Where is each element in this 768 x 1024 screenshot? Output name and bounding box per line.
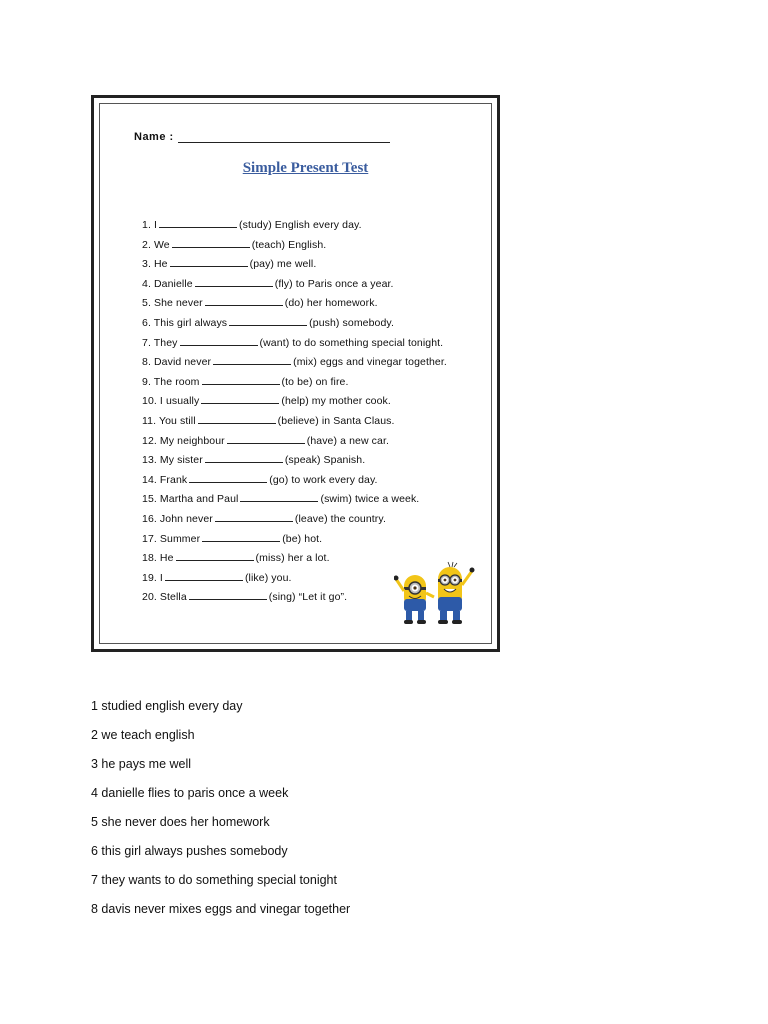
- question-stem: 17. Summer: [142, 532, 201, 545]
- question-stem: 11. You still: [142, 414, 196, 427]
- question-tail: (be) hot.: [282, 532, 323, 545]
- question-stem: 8. David never: [142, 356, 212, 369]
- question-tail: (sing) “Let it go”.: [268, 591, 348, 604]
- answer-blank: [189, 590, 267, 600]
- question-tail: (have) a new car.: [306, 434, 389, 447]
- answer-line: 6 this girl always pushes somebody: [91, 844, 288, 858]
- question-tail: (go) to work every day.: [269, 473, 378, 486]
- question-list: [142, 216, 447, 608]
- question-stem: 19. I: [142, 571, 163, 584]
- question-stem: 2. We: [142, 238, 170, 251]
- question-item: [142, 432, 447, 452]
- answer-list: [91, 695, 350, 927]
- question-stem: 16. John never: [142, 512, 213, 525]
- question-tail: (swim) twice a week.: [320, 493, 420, 506]
- question-item: [142, 236, 447, 256]
- question-item: [142, 530, 447, 550]
- answer-blank: [227, 434, 305, 444]
- answer-blank: [165, 571, 243, 581]
- question-stem: 5. She never: [142, 297, 203, 310]
- question-tail: (speak) Spanish.: [284, 454, 366, 467]
- question-tail: (fly) to Paris once a year.: [274, 277, 394, 290]
- minion-left-icon: [394, 575, 434, 624]
- answer-line: 2 we teach english: [91, 728, 195, 742]
- question-tail: (want) to do something special tonight.: [259, 336, 444, 349]
- answer-blank: [240, 492, 318, 502]
- question-tail: (teach) English.: [251, 238, 327, 251]
- question-item: [142, 471, 447, 491]
- question-item: [142, 373, 447, 393]
- answer-blank: [159, 218, 237, 228]
- name-blank-line: [178, 132, 390, 143]
- question-item: [142, 510, 447, 530]
- answer-line: 4 danielle flies to paris once a week: [91, 786, 289, 800]
- question-stem: 20. Stella: [142, 591, 187, 604]
- question-stem: 3. He: [142, 258, 168, 271]
- question-tail: (pay) me well.: [249, 258, 317, 271]
- answer-blank: [202, 375, 280, 385]
- question-tail: (mix) eggs and vinegar together.: [293, 356, 447, 369]
- answer-blank: [195, 277, 273, 287]
- answer-blank: [202, 532, 280, 542]
- question-tail: (push) somebody.: [309, 316, 395, 329]
- answer-blank: [180, 336, 258, 346]
- question-stem: 7. They: [142, 336, 178, 349]
- worksheet-title: Simple Present Test: [242, 160, 369, 176]
- answer-blank: [229, 316, 307, 326]
- question-tail: (like) you.: [244, 571, 292, 584]
- question-stem: 15. Martha and Paul: [142, 493, 239, 506]
- name-label: Name :: [134, 131, 174, 143]
- answer-line: 7 they wants to do something special tonight: [91, 873, 337, 887]
- question-stem: 13. My sister: [142, 454, 203, 467]
- question-item: [142, 255, 447, 275]
- answer-line: 3 he pays me well: [91, 757, 192, 771]
- question-item: [142, 334, 447, 354]
- question-tail: (help) my mother cook.: [281, 395, 391, 408]
- answer-blank: [198, 414, 276, 424]
- question-item: [142, 314, 447, 334]
- question-tail: (believe) in Santa Claus.: [277, 414, 395, 427]
- answer-blank: [170, 257, 248, 267]
- question-stem: 18. He: [142, 552, 174, 565]
- answer-blank: [215, 512, 293, 522]
- question-item: [142, 412, 447, 432]
- question-item: [142, 275, 447, 295]
- question-stem: 4. Danielle: [142, 277, 193, 290]
- question-item: [142, 216, 447, 236]
- question-item: [142, 451, 447, 471]
- question-tail: (do) her homework.: [284, 297, 378, 310]
- question-stem: 14. Frank: [142, 473, 188, 486]
- question-tail: (study) English every day.: [239, 219, 362, 231]
- question-stem: 9. The room: [142, 375, 200, 388]
- question-stem: 12. My neighbour: [142, 434, 225, 447]
- question-tail: (leave) the country.: [294, 512, 386, 525]
- question-item: [142, 294, 447, 314]
- question-item: [142, 392, 447, 412]
- question-tail: (miss) her a lot.: [255, 552, 330, 565]
- question-stem: 1. I: [142, 219, 157, 231]
- question-stem: 6. This girl always: [142, 316, 228, 329]
- question-stem: 10. I usually: [142, 395, 200, 408]
- answer-blank: [213, 355, 291, 365]
- answer-blank: [201, 394, 279, 404]
- answer-blank: [176, 551, 254, 561]
- answer-line: 5 she never does her homework: [91, 815, 270, 829]
- name-row: [134, 131, 390, 143]
- question-tail: (to be) on fire.: [281, 375, 349, 388]
- answer-blank: [205, 296, 283, 306]
- question-item: [142, 353, 447, 373]
- minions-illustration: [394, 561, 476, 629]
- answer-blank: [189, 473, 267, 483]
- answer-blank: [172, 238, 250, 248]
- worksheet-image: [91, 95, 500, 652]
- answer-line: 8 davis never mixes eggs and vinegar together: [91, 902, 351, 916]
- minion-right-icon: [438, 562, 475, 624]
- question-item: [142, 490, 447, 510]
- answer-line: 1 studied english every day: [91, 699, 243, 713]
- answer-blank: [205, 453, 283, 463]
